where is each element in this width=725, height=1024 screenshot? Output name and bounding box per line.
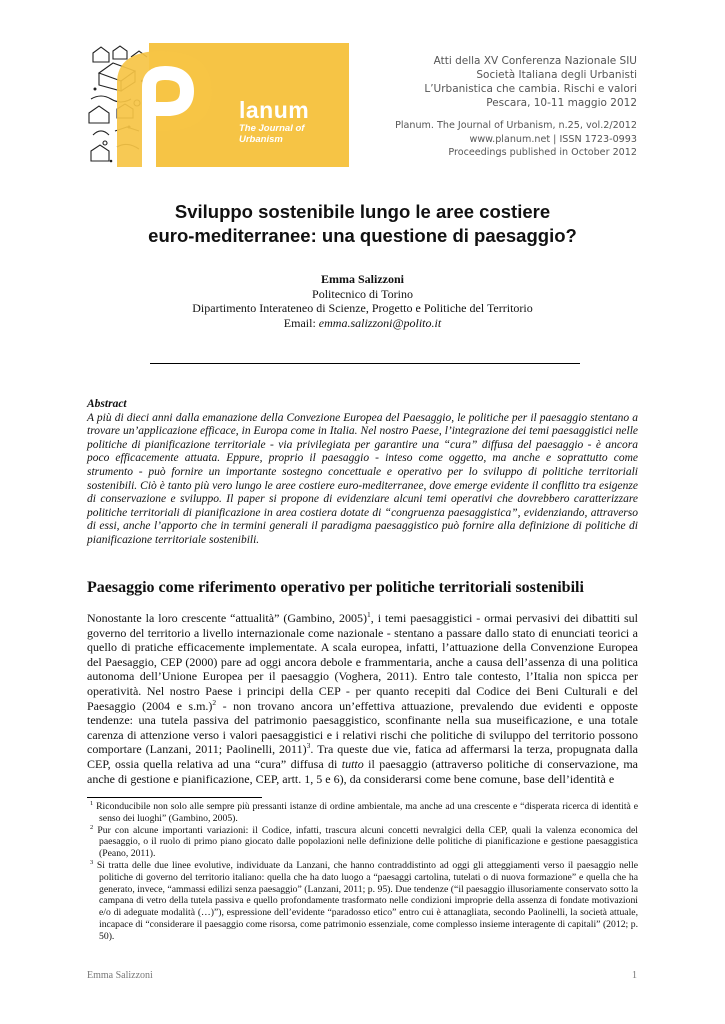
section-heading: Paesaggio come riferimento operativo per politiche territoriali sostenibili	[87, 579, 584, 596]
footnote-ref[interactable]: 2	[212, 697, 217, 707]
footnotes	[87, 801, 638, 943]
footnote-text: Si tratta delle due linee evolutive, individuate da Lanzani, che hanno contraddistinto ad oggi gli atteggiamenti verso il paesaggio nelle politiche di governo del territorio italiano: quella che ha dato luogo a “paesaggi cartolina, tutelati o di nuova formazione” e quella che ha generato, invece, “ammassi edilizi senza paesaggio” (Lanzani, 2011; p. 95). Due tendenze (“il paesaggio illusoriamente conservato sotto la campana di vetro della tutela passiva e quello profondamente trasformato nelle condizioni improprie della assenza di fondate motivazioni e/o di adeguate modalità (…)”), espressione dell’evidente “paradosso etico” entro cui è attanagliata, secondo Paolinelli, la società attuale, incapace di “considerare il paesaggio come risorsa, come patrimonio essenziale, come complesso insieme interagente di capitali” (2012; p. 50).	[96, 859, 638, 942]
planum-logo-graphic	[87, 43, 349, 167]
conference-line: L’Urbanistica che cambia. Rischi e valori	[424, 83, 637, 95]
emphasis: tutto	[341, 756, 364, 771]
paper-title	[60, 200, 665, 248]
body-text-run: . Tra queste due vie, fatica ad affermarsi la terza, propugnata dalla CEP, ossia quella relativa ad una “cura” diffusa di	[87, 742, 638, 771]
author-institution: Politecnico di Torino	[312, 286, 413, 301]
author-email[interactable]: emma.salizzoni@polito.it	[318, 315, 442, 330]
body-text-run: Nonostante la loro crescente “attualità” (Gambino, 2005)	[87, 611, 367, 625]
footnote	[87, 860, 638, 943]
author-email-line	[60, 316, 665, 331]
body-text-run: - non trovano ancora un’effettiva attuazione, prevalendo due evidenti e opposte tendenze: una tutela passiva del patrimonio paesaggistico, sconfinante nella sua museificazione, e una totale carenza di attenzione verso i valori paesaggistici e i relativi rischi che politiche di sviluppo del territorio possono comportare (Lanzani, 2011; Paolinelli, 2011)	[87, 698, 638, 757]
journal-line: www.planum.net | ISSN 1723-0993	[469, 133, 637, 145]
conference-info	[395, 54, 637, 160]
footnote-ref[interactable]: 1	[367, 610, 371, 619]
conference-line: Atti della XV Conferenza Nazionale SIU	[433, 55, 637, 67]
body-paragraph	[87, 611, 638, 786]
footnote-text: Pur con alcune importanti variazioni: il Codice, infatti, trascura alcuni concetti nevralgici della CEP, quali la valenza economica del paesaggio, o il ruolo di primo piano giocato dalle popolazioni nelle definizione delle politiche di pianificazione e gestione paesaggistica (Peano, 2011).	[97, 824, 638, 860]
page-number: 1	[632, 970, 637, 981]
author-name: Emma Salizzoni	[321, 272, 404, 286]
footnote	[87, 801, 638, 825]
planum-logo	[87, 43, 349, 167]
footnote-divider	[87, 797, 262, 798]
footnote-ref[interactable]: 3	[306, 741, 311, 751]
conference-line: Società Italiana degli Urbanisti	[476, 69, 637, 81]
conference-line: Pescara, 10-11 maggio 2012	[486, 97, 637, 109]
logo-tagline: The Journal of Urbanism	[239, 123, 305, 145]
logo-wordmark: lanum	[239, 97, 310, 123]
abstract	[87, 398, 638, 548]
title-line: Sviluppo sostenibile lungo le aree costiere	[174, 201, 551, 222]
journal-line: Proceedings published in October 2012	[448, 147, 637, 158]
footnote	[87, 825, 638, 860]
footnote-text: Riconducibile non solo alle sempre più pressanti istanze di ordine ambientale, ma anche ad una crescente e “disperata ricerca di identità e senso dei luoghi” (Gambino, 2005).	[96, 801, 638, 824]
footnote-number: 2	[90, 823, 94, 831]
title-divider	[150, 363, 580, 364]
email-label: Email:	[283, 315, 319, 330]
footer-author: Emma Salizzoni	[87, 970, 153, 981]
footnote-number: 1	[90, 799, 94, 807]
footnote-number: 3	[90, 858, 94, 866]
author-block	[60, 272, 665, 330]
abstract-text: A più di dieci anni dalla emanazione della Convezione Europea del Paesaggio, le politiche per il paesaggio stentano a trovare un’applicazione efficace, in Europa come in Italia. Nel nostro Paese, l’integrazione dei temi paesaggistici nelle politiche di pianificazione territoriale - via privilegiata per garantire una “cura” diffusa del paesaggio - è ancora poco efficacemente attuata. Eppure, proprio il paesaggio - inteso come oggetto, ma anche e soprattutto come strumento - può fornire un importante sostegno concettuale e operativo per lo sviluppo di politiche territoriali sostenibili. Ciò è tanto più vero lungo le aree costiere euro-mediterranee, dove emerge evidente il conflitto tra esigenze di conservazione e sviluppo. Il paper si propone di evidenziare alcuni temi operativi che dovrebbero caratterizzare politiche territoriali di pianificazione in area costiera dotate di “congruenza paesaggistica”, evidenziando, attraverso di essi, anche l’apporto che in termini generali il paradigma paesaggistico può fornire alla definizione di politiche di pianificazione territoriale sostenibili.	[87, 411, 638, 546]
title-line: euro-mediterranee: una questione di paesaggio?	[148, 225, 577, 246]
body-text-run: il paesaggio (attraverso politiche di conservazione, ma anche di gestione e pianificazione, CEP, artt. 1, 5 e 6), da considerarsi come bene comune, base dell’identità e	[87, 756, 638, 786]
abstract-label: Abstract	[87, 398, 127, 410]
journal-line: Planum. The Journal of Urbanism, n.25, vol.2/2012	[395, 120, 637, 131]
body-text-run: , i temi paesaggistici - ormai pervasivi dei dibattiti sul governo del territorio a livello internazionale come nazionale - stentano a passare dallo stato di enunciati teorici a quello di pratiche efficacemente implementate. A scala europea, infatti, l’attuazione della Convenzione Europea del Paesaggio, CEP (2000) pare ad oggi ancora debole e frammentaria, anche a causa dell’assenza di una politica autonoma dell’Unione Europea per il paesaggio (Voghera, 2011). Entro tale contesto, l’Italia non spicca per operatività. Nel nostro Paese i principi della CEP - per quanto recepiti dal Codice dei Beni Culturali e del Paesaggio (2004 e s.m.)	[87, 611, 639, 713]
author-department: Dipartimento Interateneo di Scienze, Progetto e Politiche del Territorio	[192, 301, 533, 315]
